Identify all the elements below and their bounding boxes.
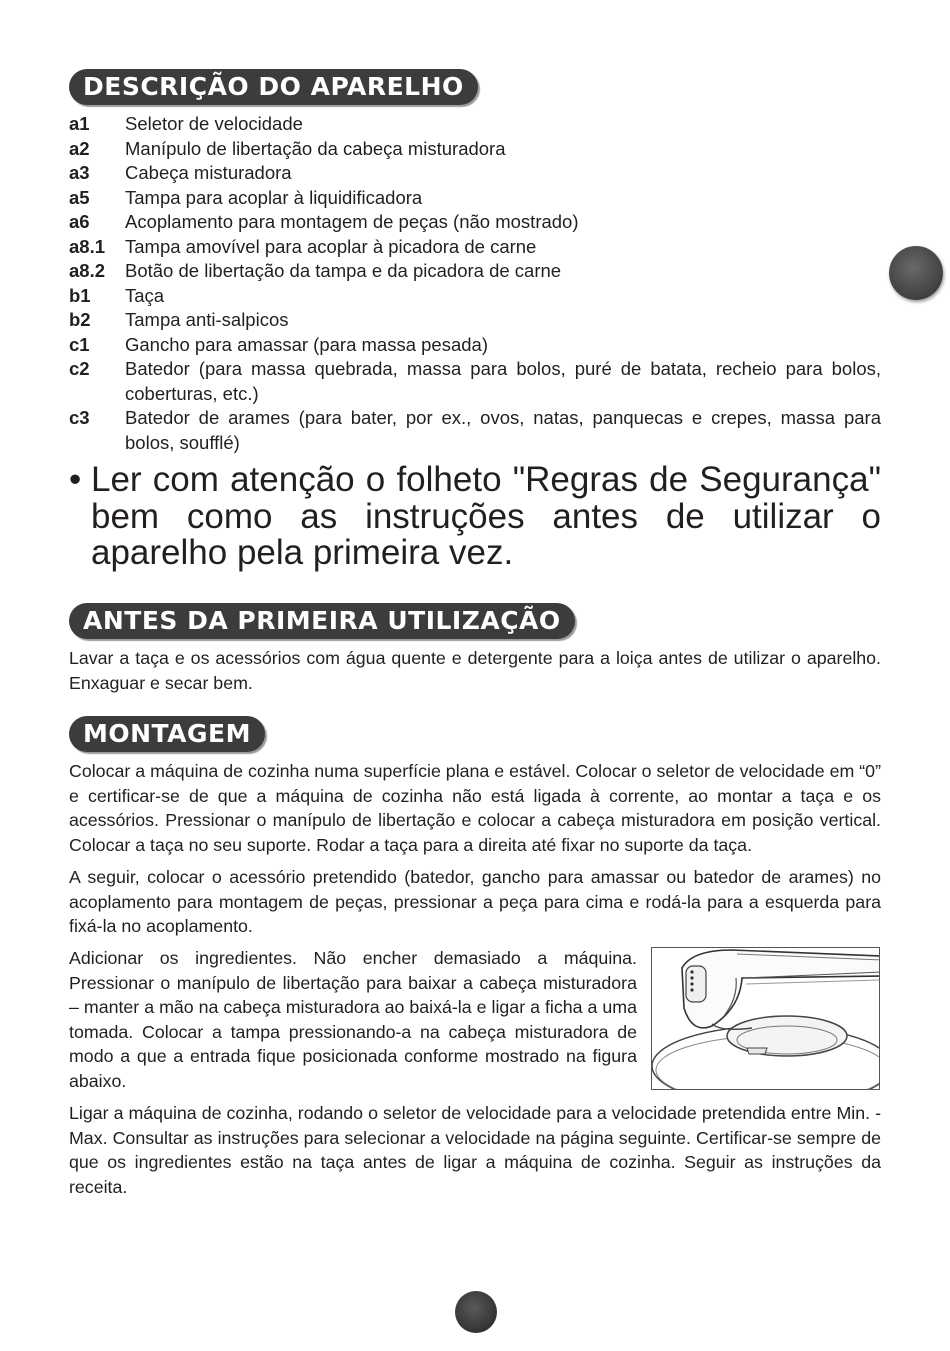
description-item-code: c3 [69, 407, 90, 428]
safety-warning [69, 462, 881, 572]
description-item-code: c2 [69, 358, 90, 379]
assembly-paragraph-2: A seguir, colocar o acessório pretendido (batedor, gancho para amassar ou batedor de arames) no acoplamento para montagem de peças, pressionar a peça para cima e rodá-la para a esquerda para fixá-la no acoplamento. [69, 867, 881, 936]
mixer-illustration-svg [652, 948, 880, 1090]
description-item-code: c1 [69, 333, 90, 355]
section-tab-marker [889, 246, 943, 300]
description-list [69, 112, 881, 455]
description-item-text: Taça [125, 284, 165, 306]
description-item-code: a2 [69, 137, 90, 159]
section-title-description: DESCRIÇÃO DO APARELHO [69, 69, 478, 105]
description-item-text: Manípulo de libertação da cabeça misturadora [125, 137, 506, 159]
mixer-head-illustration [651, 947, 880, 1090]
assembly-paragraph-1: Colocar a máquina de cozinha numa superfície plana e estável. Colocar o seletor de velocidade em “0” e certificar-se de que a máquina de cozinha não está ligada à corrente, ao montar a taça e os acessórios. Pressionar o manípulo de libertação e colocar a cabeça misturadora em posição vertical. Colocar a taça no seu suporte. Rodar a taça para a direita até fixar no suporte da taça. [69, 761, 881, 855]
safety-warning-text: Ler com atenção o folheto "Regras de Segurança" bem como as instruções antes de utilizar o aparelho pela primeira vez. [91, 460, 881, 572]
before-first-use-paragraph: Lavar a taça e os acessórios com água quente e detergente para a loiça antes de utilizar o aparelho. Enxaguar e secar bem. [69, 648, 881, 693]
page-number-marker [455, 1291, 497, 1333]
description-item [69, 333, 881, 358]
description-item [69, 284, 881, 309]
description-item-code: b2 [69, 309, 91, 330]
description-item [69, 186, 881, 211]
description-item-text: Tampa amovível para acoplar à picadora de carne [125, 235, 537, 257]
section-title-before-first-use: ANTES DA PRIMEIRA UTILIZAÇÃO [69, 603, 575, 639]
description-item [69, 259, 881, 284]
description-item-text: Cabeça misturadora [125, 162, 292, 183]
description-item-code: a8.1 [69, 235, 106, 257]
description-item [69, 161, 881, 186]
description-item-code: a1 [69, 113, 90, 134]
description-item-text: Botão de libertação da tampa e da picadora de carne [125, 260, 562, 281]
description-item [69, 235, 881, 260]
description-item [69, 308, 881, 333]
description-item [69, 210, 881, 235]
section-title-assembly: MONTAGEM [69, 716, 265, 752]
assembly-paragraph-4: Ligar a máquina de cozinha, rodando o seletor de velocidade para a velocidade pretendida entre Min. - Max. Consultar as instruções para selecionar a velocidade na página seguinte. Certificar-se sempre de que os ingredientes estão na taça antes de ligar a máquina de cozinha. Seguir as instruções da receita. [69, 1103, 881, 1197]
bullet-icon: • [69, 460, 82, 499]
description-item-text: Gancho para amassar (para massa pesada) [125, 333, 488, 355]
description-item [69, 112, 881, 137]
description-item [69, 137, 881, 162]
assembly-paragraph-3: Adicionar os ingredientes. Não encher demasiado a máquina. Pressionar o manípulo de libertação para baixar a cabeça misturadora – manter a mão na cabeça misturadora ao baixá-la e ligar a ficha a uma tomada. Colocar a tampa pressionando-a na cabeça misturadora de modo a que a entrada fique posicionada conforme mostrado na figura abaixo. [69, 948, 637, 1091]
description-item-code: b1 [69, 284, 91, 306]
description-item-text: Tampa para acoplar à liquidificadora [125, 186, 423, 208]
description-item [69, 357, 881, 406]
description-item-code: a3 [69, 162, 90, 183]
description-item-text: Acoplamento para montagem de peças (não mostrado) [125, 211, 579, 232]
description-item-text: Batedor (para massa quebrada, massa para bolos, puré de batata, recheio para bolos, coberturas, etc.) [125, 358, 881, 404]
description-item-code: a6 [69, 211, 90, 232]
description-item-text: Seletor de velocidade [125, 113, 303, 134]
description-item-text: Tampa anti-salpicos [125, 309, 289, 330]
description-item-text: Batedor de arames (para bater, por ex., ovos, natas, panquecas e crepes, massa para bolos, soufflé) [125, 407, 881, 453]
description-item-code: a8.2 [69, 260, 106, 281]
description-item [69, 406, 881, 455]
description-item-code: a5 [69, 186, 90, 208]
